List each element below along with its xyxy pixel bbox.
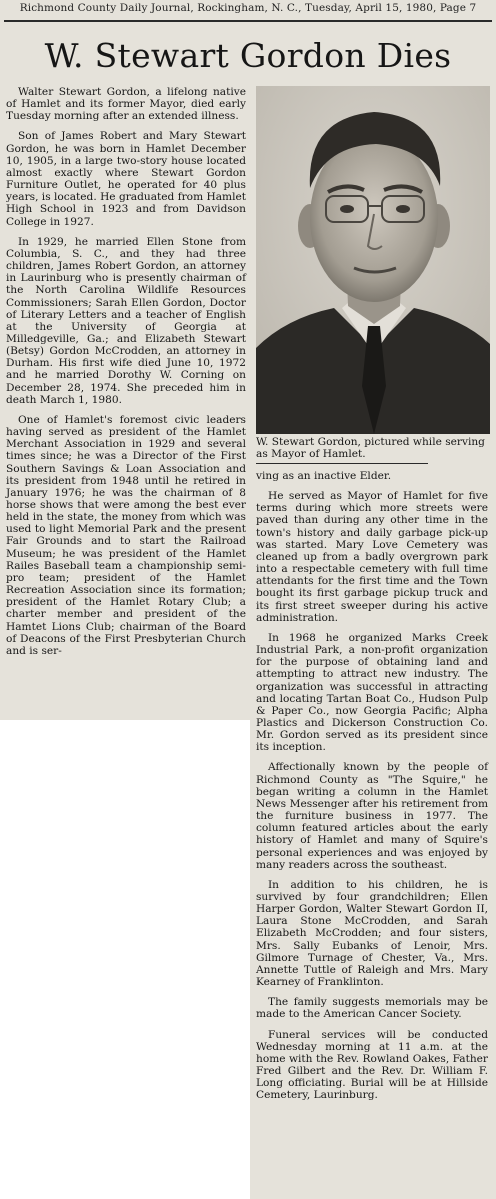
article-column-right	[256, 470, 488, 1110]
paragraph: In addition to his children, he is survived by four grandchildren; Ellen Harper Gordon, Walter Stewart Gordon II, Laura Stone McCrodden, and Sarah Elizabeth McCrodden; and four sisters, Mrs. Sally Eubanks of Lenoir, Mrs. Gilmore Turnage of Chester, Va., Mrs. Annette Tuttle of Raleigh and Mrs. Mary Kearney of Franklinton.	[256, 878, 488, 989]
paragraph: In 1929, he married Ellen Stone from Columbia, S. C., and they had three children, James Robert Gordon, an attorney in Laurinburg who is presently chairman of the North Carolina Wildlife Resources Commissioners; Sarah Ellen Gordon, Doctor of Literary Letters and a teacher of English at the University of Georgia at Milledgeville, Ga.; and Elizabeth Stewart (Betsy) Gordon McCrodden, an attorney in Durham. His first wife died June 10, 1972 and he married Dorothy W. Corning on December 28, 1974. She preceded him in death March 1, 1980.	[6, 235, 246, 406]
caption-rule	[256, 463, 428, 464]
portrait-photo	[256, 86, 490, 434]
paragraph: The family suggests memorials may be made to the American Cancer Society.	[256, 996, 488, 1021]
portrait-image	[256, 86, 490, 434]
paragraph: One of Hamlet's foremost civic leaders having served as president of the Hamlet Merchant Association in 1929 and several times since; he was a Director of the First Southern Savings & Loan Association and its president from 1948 until he retired in January 1976; he was the chairman of 8 horse shows that were among the best ever held in the state, the money from which was used to light Memorial Park and the present Fair Grounds and to start the Railroad Museum; he was president of the Hamlet Railes Baseball team a championship semi-pro team; president of the Hamlet Recreation Association since its formation; president of the Hamlet Rotary Club; a charter member and president of the Hamtet Lions Club; chairman of the Board of Deacons of the First Presbyterian Church and is ser-	[6, 413, 246, 657]
paragraph: Walter Stewart Gordon, a lifelong native of Hamlet and its former Mayor, died early Tuesday morning after an extended illness.	[6, 86, 246, 123]
paragraph: He served as Mayor of Hamlet for five terms during which more streets were paved than during any other time in the town's history and daily garbage pick-up was started. Mary Love Cemetery was cleaned up from a badly overgrown park into a respectable cemetery with full time attendants for the first time and the Town bought its first garbage pickup truck and its first street sweeper during his active administration.	[256, 490, 488, 624]
paragraph: Son of James Robert and Mary Stewart Gordon, he was born in Hamlet December 10, 1905, in a large two-story house located almost exactly where Stewart Gordon Furniture Outlet, he operated for 40 plus years, is located. He graduated from Hamlet High School in 1923 and from Davidson College in 1927.	[6, 130, 246, 228]
article-column-left	[6, 86, 246, 665]
paragraph: In 1968 he organized Marks Creek Industrial Park, a non-profit organization for the purpose of obtaining land and attempting to attract new industry. The organization was successful in attracting and locating Tartan Boat Co., Hudson Pulp & Paper Co., now Georgia Pacific; Alpha Plastics and Dickerson Construction Co. Mr. Gordon served as its president since its inception.	[256, 631, 488, 754]
headline: W. Stewart Gordon Dies	[44, 36, 452, 75]
masthead-line: Richmond County Daily Journal, Rockingham, N. C., Tuesday, April 15, 1980, Page 7	[19, 2, 477, 14]
photo-caption: W. Stewart Gordon, pictured while serving as Mayor of Hamlet.	[256, 436, 485, 461]
paragraph: Affectionally known by the people of Richmond County as "The Squire," he began writing a column in the Hamlet News Messenger after his retirement from the furniture business in 1977. The column featured articles about the early history of Hamlet and many of Squire's personal experiences and was enjoyed by many readers across the southeast.	[256, 761, 488, 871]
masthead-rule	[4, 20, 492, 22]
paragraph: Funeral services will be conducted Wednesday morning at 11 a.m. at the home with the Rev. Rowland Oakes, Father Fred Gilbert and the Rev. Dr. William F. Long officiating. Burial will be at Hillside Cemetery, Laurinburg.	[256, 1028, 488, 1102]
paragraph: ving as an inactive Elder.	[256, 470, 392, 482]
